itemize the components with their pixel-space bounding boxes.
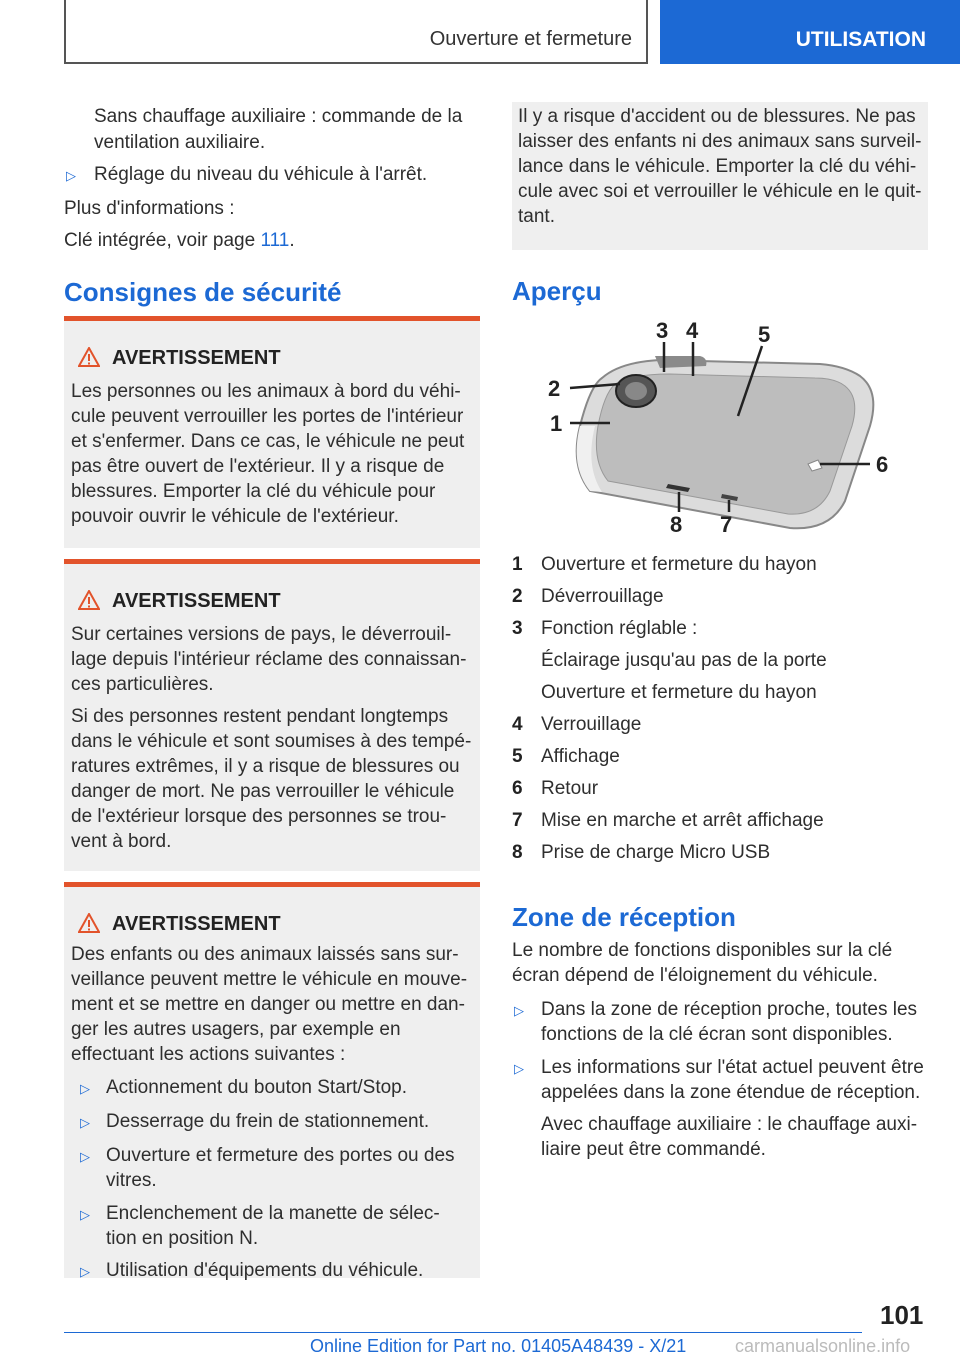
legend-text: Déverrouillage	[541, 586, 664, 607]
bullet-triangle-icon: ▷	[80, 1207, 90, 1222]
warning-1-line: Les personnes ou les animaux à bord du véhi-	[71, 381, 461, 402]
footer-watermark: carmanualsonline.info	[735, 1336, 911, 1356]
page-number: 101	[880, 1300, 924, 1330]
legend-text: Affichage	[541, 746, 620, 767]
legend-num: 7	[512, 810, 523, 831]
key-reference	[64, 228, 295, 253]
bullet-triangle-icon: ▷	[514, 1061, 524, 1076]
warning-1-line: blessures. Emporter la clé du véhicule pour	[71, 481, 436, 502]
more-info-text: Plus d'informations :	[64, 198, 235, 219]
reception-bullet-2-line: Avec chauffage auxiliaire : le chauffage auxi-	[541, 1114, 918, 1135]
legend-num: 3	[512, 618, 523, 639]
callout-label-6: 6	[876, 452, 889, 477]
safety-heading: Consignes de sécurité	[64, 277, 342, 307]
legend-num: 5	[512, 746, 523, 767]
reception-bullet-1-line: fonctions de la clé écran sont disponibles.	[541, 1024, 893, 1045]
warning-1-line: et s'enfermer. Dans ce cas, le véhicule ne peut	[71, 431, 465, 452]
bullet-triangle-icon: ▷	[80, 1149, 90, 1164]
legend-num: 6	[512, 778, 523, 799]
legend-text: Ouverture et fermeture du hayon	[541, 554, 817, 575]
bullet-triangle-icon: ▷	[80, 1081, 90, 1096]
header-section-title: Ouverture et fermeture	[429, 28, 632, 50]
warning-3-line: Des enfants ou des animaux laissés sans sur-	[71, 944, 459, 965]
warning-continuation-box	[512, 102, 928, 250]
warning-triangle-icon	[78, 913, 100, 933]
warning-cont-line: lance dans le véhicule. Emporter la clé du véhi-	[518, 156, 917, 177]
warning-2-line: Si des personnes restent pendant longtemps	[71, 706, 449, 727]
warning-3-line: ment et se mettre en danger ou mettre en dan-	[71, 994, 465, 1015]
callout-label-3: 3	[656, 318, 669, 343]
warning-cont-line: Il y a risque d'accident ou de blessures. Ne pas	[518, 106, 916, 127]
warning-3-bullet: Utilisation d'équipements du véhicule.	[106, 1260, 424, 1281]
warning-2-line: dans le véhicule et sont soumises à des tempé-	[71, 731, 472, 752]
warning-1-line: pas être ouvert de l'extérieur. Il y a risque de	[71, 456, 445, 477]
warning-3-bullet: vitres.	[106, 1170, 157, 1191]
warning-box-3	[64, 882, 480, 1281]
bullet-triangle-icon: ▷	[66, 168, 76, 183]
legend-text: Fonction réglable :	[541, 618, 698, 639]
legend-text: Retour	[541, 778, 599, 799]
legend-text: Verrouillage	[541, 714, 642, 735]
warning-3-line: effectuant les actions suivantes :	[71, 1044, 346, 1065]
bullet-level-text: Réglage du niveau du véhicule à l'arrêt.	[94, 164, 428, 185]
warning-2-line: Sur certaines versions de pays, le déverrouil-	[71, 624, 452, 645]
header-chapter-label: UTILISATION	[795, 28, 926, 51]
warning-2-line: de l'extérieur lorsque des personnes se trou-	[71, 806, 447, 827]
key-ref-page-link[interactable]: 111	[260, 230, 290, 251]
warning-2-line: lage depuis l'intérieur réclame des connaissan-	[71, 649, 467, 670]
warning-cont-line: laisser des enfants ni des animaux sans surveil-	[518, 131, 922, 152]
warning-box-2	[64, 559, 480, 871]
warning-2-line: vent à bord.	[71, 831, 172, 852]
bullet-triangle-icon: ▷	[514, 1003, 524, 1018]
callout-label-7: 7	[720, 512, 733, 537]
warning-title: AVERTISSEMENT	[112, 590, 281, 612]
legend-num: 2	[512, 586, 523, 607]
warning-2-line: ces particulières.	[71, 674, 214, 695]
warning-3-bullet: Desserrage du frein de stationnement.	[106, 1111, 430, 1132]
warning-3-line: ger les autres usagers, par exemple en	[71, 1019, 401, 1040]
bullet-triangle-icon: ▷	[80, 1264, 90, 1279]
warning-3-bullet: Actionnement du bouton Start/Stop.	[106, 1077, 408, 1098]
key-ref-prefix: Clé intégrée, voir page	[64, 230, 261, 251]
reception-bullet-2-line: appelées dans la zone étendue de réception.	[541, 1082, 921, 1103]
warning-2-line: danger de mort. Ne pas verrouiller le véhicule	[71, 781, 455, 802]
warning-triangle-icon	[78, 590, 100, 610]
footer-divider	[64, 1332, 862, 1333]
header-chapter-tab[interactable]	[660, 0, 960, 64]
callout-label-1: 1	[550, 411, 563, 436]
intro-line-2: ventilation auxiliaire.	[94, 132, 266, 153]
warning-1-line: cule peuvent verrouiller les portes de l'intérieur	[71, 406, 464, 427]
overview-heading: Aperçu	[512, 276, 602, 306]
warning-box-1	[64, 316, 480, 548]
callout-label-4: 4	[686, 318, 699, 343]
legend-num: 1	[512, 554, 523, 575]
warning-cont-line: tant.	[518, 206, 555, 227]
key-ref-suffix: .	[289, 230, 295, 251]
legend-subtext: Éclairage jusqu'au pas de la porte	[541, 650, 827, 671]
header-section-box	[64, 0, 648, 64]
warning-3-bullet: tion en position N.	[106, 1228, 259, 1249]
reception-intro-2: écran dépend de l'éloignement du véhicule.	[512, 965, 878, 986]
warning-triangle-icon	[78, 347, 100, 367]
reception-bullet-2-line: Les informations sur l'état actuel peuvent être	[541, 1057, 924, 1078]
footer-edition: Online Edition for Part no. 01405A48439 - X/21	[310, 1336, 687, 1356]
intro-line-1: Sans chauffage auxiliaire : commande de la	[94, 106, 463, 127]
warning-3-bullet: Enclenchement de la manette de sélec-	[106, 1203, 440, 1224]
bullet-triangle-icon: ▷	[80, 1115, 90, 1130]
callout-label-8: 8	[670, 512, 683, 537]
warning-3-line: veillance peuvent mettre le véhicule en mouve-	[71, 969, 468, 990]
reception-bullet-2-line: liaire peut être commandé.	[541, 1139, 766, 1160]
reception-intro-1: Le nombre de fonctions disponibles sur la clé	[512, 940, 893, 961]
warning-3-bullet: Ouverture et fermeture des portes ou des	[106, 1145, 455, 1166]
legend-subtext: Ouverture et fermeture du hayon	[541, 682, 817, 703]
warning-2-line: ratures extrêmes, il y a risque de blessures ou	[71, 756, 460, 777]
warning-title: AVERTISSEMENT	[112, 347, 281, 369]
display-key-illustration	[540, 316, 904, 544]
legend-num: 4	[512, 714, 523, 735]
reception-bullet-1-line: Dans la zone de réception proche, toutes les	[541, 999, 918, 1020]
warning-title: AVERTISSEMENT	[112, 913, 281, 935]
callout-label-5: 5	[758, 322, 771, 347]
legend-text: Mise en marche et arrêt affichage	[541, 810, 824, 831]
callout-label-2: 2	[548, 376, 561, 401]
warning-1-line: pouvoir ouvrir le véhicule de l'extérieur.	[71, 506, 399, 527]
reception-heading: Zone de réception	[512, 902, 736, 932]
legend-text: Prise de charge Micro USB	[541, 842, 771, 863]
legend-num: 8	[512, 842, 523, 863]
warning-cont-line: cule avec soi et verrouiller le véhicule en le quit-	[518, 181, 922, 202]
